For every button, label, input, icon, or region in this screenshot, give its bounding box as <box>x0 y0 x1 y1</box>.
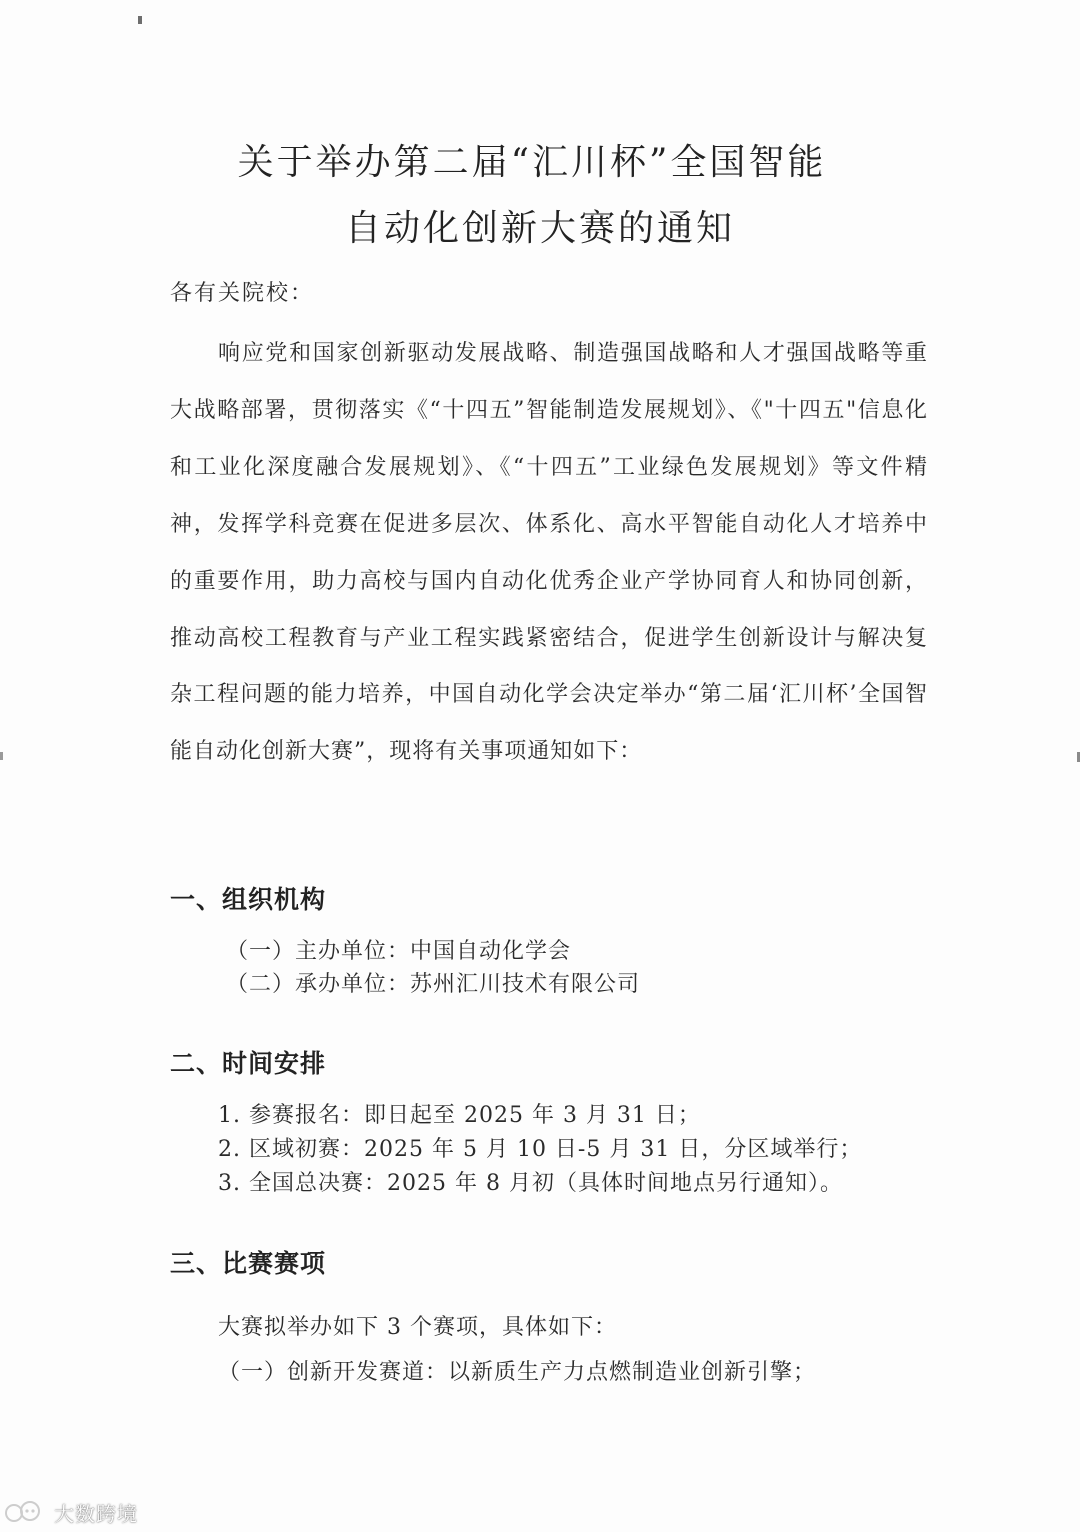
scan-edge-mark-left <box>0 752 3 760</box>
intro-paragraph: 响应党和国家创新驱动发展战略、制造强国战略和人才强国战略等重大战略部署，贯彻落实《“十四五”智能制造发展规划》、《"十四五"信息化和工业化深度融合发展规划》、《“十四五”工业绿色发展规划》等文件精神，发挥学科竞赛在促进多层次、体系化、高水平智能自动化人才培养中的重要作用，助力高校与国内自动化优秀企业产学协同育人和协同创新，推动高校工程教育与产业工程实践紧密结合，促进学生创新设计与解决复杂工程问题的能力培养，中国自动化学会决定举办“第二届‘汇川杯’全国智能自动化创新大赛”，现将有关事项通知如下： <box>170 341 928 765</box>
scan-artifact-mark <box>138 16 142 24</box>
schedule-item-registration: 1. 参赛报名：即日起至 2025 年 3 月 31 日； <box>218 1103 701 1128</box>
event-track-innovation: （一）创新开发赛道：以新质生产力点燃制造业创新引擎； <box>218 1360 817 1385</box>
schedule-item-regional: 2. 区域初赛：2025 年 5 月 10 日-5 月 31 日，分区域举行； <box>218 1137 863 1162</box>
document-title-line-1: 关于举办第二届“汇川杯”全国智能 <box>237 142 827 183</box>
section-heading-events: 三、比赛赛项 <box>170 1249 327 1278</box>
salutation: 各有关院校： <box>170 281 315 306</box>
organizer-line: （一）主办单位：中国自动化学会 <box>226 939 572 964</box>
co-organizer-line: （二）承办单位：苏州汇川技术有限公司 <box>226 972 641 997</box>
events-intro-line: 大赛拟举办如下 3 个赛项，具体如下： <box>218 1315 617 1340</box>
chat-bubble-logo-icon <box>4 1500 50 1526</box>
section-heading-schedule: 二、时间安排 <box>170 1049 327 1078</box>
document-title-line-2: 自动化创新大赛的通知 <box>344 208 735 249</box>
watermark <box>4 1498 138 1527</box>
watermark-text: 大数跨境 <box>54 1502 138 1526</box>
schedule-item-final: 3. 全国总决赛：2025 年 8 月初（具体时间地点另行通知）。 <box>218 1171 843 1196</box>
section-heading-organization: 一、组织机构 <box>170 885 327 914</box>
